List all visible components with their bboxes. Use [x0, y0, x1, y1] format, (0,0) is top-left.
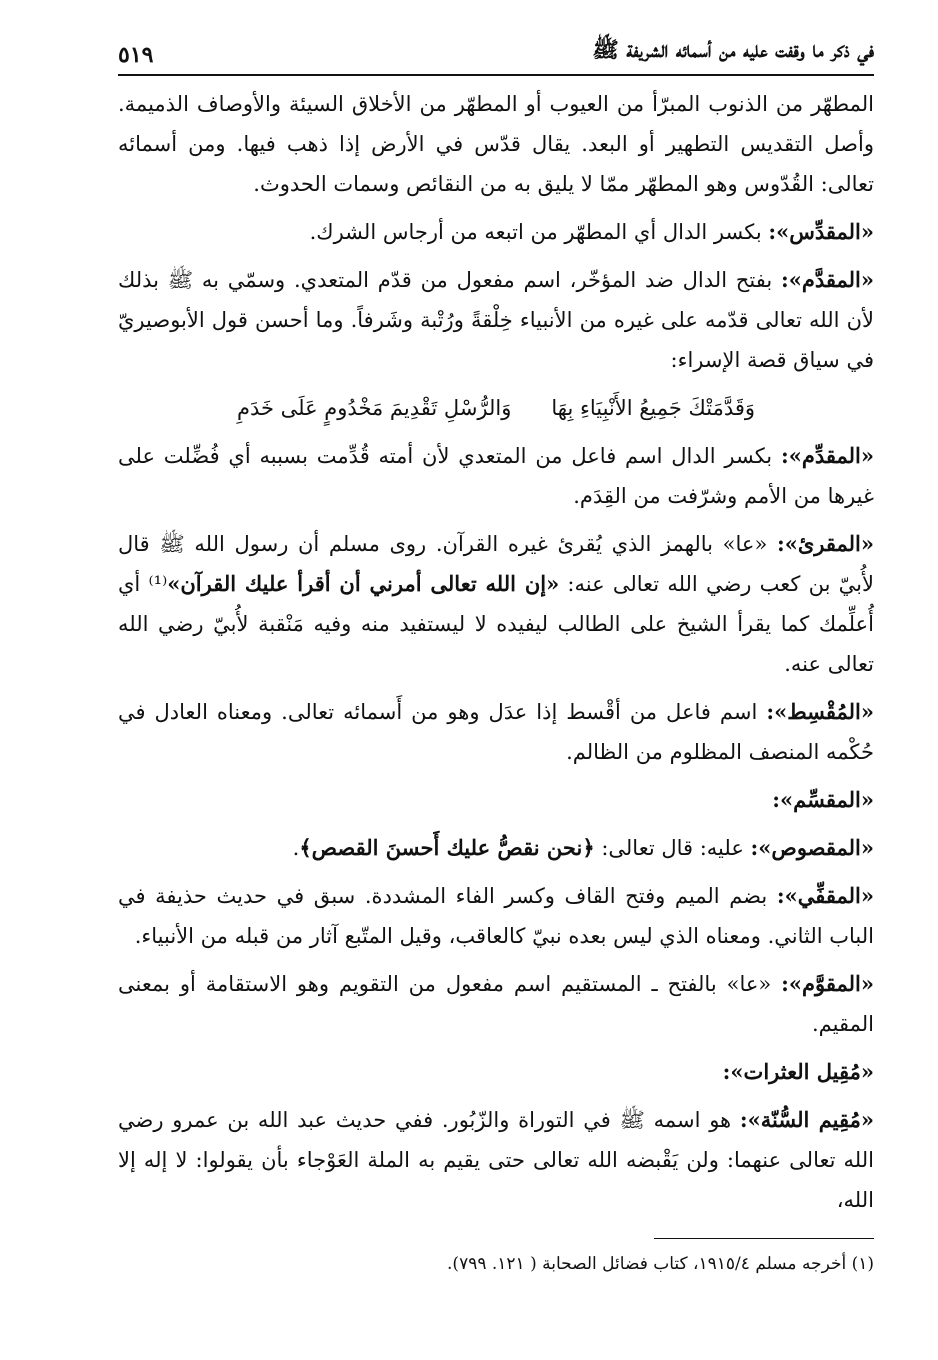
paragraph-muqil: [118, 1052, 874, 1092]
paragraph-term: «المقدِّس»:: [768, 219, 874, 244]
paragraph-text: بفتح الدال ضد المؤخّر، اسم مفعول من قدّم المتعدي. وسمّي به ﷺ بذلك لأن الله تعالى قدّمه على غيره من الأنبياء خِلْقةً ورُتْبة وشَرفاً. وما أحسن قول الأبوصيريّ في سياق قصة الإسراء:: [118, 268, 874, 372]
paragraph-text: المطهّر من الذنوب المبرّأ من العيوب أو المطهّر من الأخلاق السيئة والأوصاف الذميمة. وأصل التقديس التطهير أو البعد. يقال قدّس في الأرض إذا ذهب فيها. ومن أسمائه تعالى: القُدّوس وهو المطهّر ممّا لا يليق به من النقائص وسمات الحدوث.: [118, 92, 874, 196]
paragraph-tail: ⁽¹⁾ أي أُعلِّمك كما يقرأ الشيخ على الطالب ليفيده لا ليستفيد منه وفيه مَنْقبة لأُبيّ رضي الله تعالى عنه.: [118, 572, 874, 676]
paragraph-muqassim: [118, 780, 874, 820]
paragraph-term: «مُقِيم السُّنّة»:: [739, 1107, 875, 1132]
paragraph-maqsus: [118, 828, 874, 868]
paragraph-intro: [118, 84, 874, 204]
paragraph-text: بكسر الدال اسم فاعل من المتعدي لأن أمته قُدِّمت بسببه أي فُضِّلت على غيرها من الأمم وشرّفت من القِدَم.: [118, 444, 874, 508]
paragraph-tail: .: [292, 836, 300, 860]
paragraph-text: بضم الميم وفتح القاف وكسر الفاء المشددة. سبق في حديث حذيفة في الباب الثاني. ومعناه الذي ليس بعده نبيّ كالعاقب، وقيل المتّبع آثار من قبله من الأنبياء.: [118, 884, 874, 948]
paragraph-muqri: [118, 524, 874, 684]
verse-first-hemistich: وَقَدَّمَتْكَ جَمِيعُ الأَنْبِيَاءِ بِهَا: [551, 396, 756, 420]
verse-second-hemistich: وَالرُّسْلِ تَقْدِيمَ مَخْدُومٍ عَلَى خَدَمِ: [236, 396, 512, 420]
hadith-quote: «إن الله تعالى أمرني أن أقرأ عليك القرآن»: [167, 571, 560, 596]
footnote-rule: [654, 1238, 874, 1239]
paragraph-muqaffi: [118, 876, 874, 956]
paragraph-muqaddis: [118, 212, 874, 252]
paragraph-term: «مُقِيل العثرات»:: [722, 1059, 874, 1084]
paragraph-muqaddim: [118, 436, 874, 516]
paragraph-term: «المقدِّم»:: [780, 443, 874, 468]
paragraph-term: «المقسِّم»:: [772, 787, 874, 812]
paragraph-term: «المقدَّم»:: [780, 267, 874, 292]
paragraph-text: «عا» بالفتح ـ المستقيم اسم مفعول من التقويم وهو الاستقامة أو بمعنى المقيم.: [118, 972, 874, 1036]
running-header: [118, 28, 874, 68]
header-rule: [118, 74, 874, 76]
paragraph-text: «عا» بالهمز الذي يُقرئ غيره القرآن. روى مسلم أن رسول الله ﷺ قال لأُبيّ بن كعب رضي الله تعالى عنه:: [118, 532, 874, 596]
paragraph-text: هو اسمه ﷺ في التوراة والزّبُور. ففي حديث عبد الله بن عمرو رضي الله تعالى عنهما: ولن يَقْبضه الله تعالى حتى يقيم به الملة العَوْجاء بأن يقولوا: لا إله إلا الله،: [118, 1108, 874, 1212]
poetry-verse: [118, 388, 874, 428]
paragraph-muqim: [118, 1100, 874, 1220]
paragraph-muqsit: [118, 692, 874, 772]
paragraph-text: بكسر الدال أي المطهّر من اتبعه من أرجاس الشرك.: [309, 220, 769, 244]
paragraph-term: «المُقْسِط»:: [766, 699, 874, 724]
footnote: (١) أخرجه مسلم ١٩١٥/٤، كتاب فضائل الصحابة ( ١٢١. ٧٩٩).: [447, 1254, 874, 1274]
body-text: [118, 84, 874, 1228]
header-title: في ذكر ما وقفت عليه من أسمائه الشريفة ﷺ: [592, 37, 874, 63]
paragraph-muqawwam: [118, 964, 874, 1044]
paragraph-text: اسم فاعل من أقْسط إذا عدَل وهو من أَسمائه تعالى. ومعناه العادل في حُكْمه المنصف المظلوم من الظالم.: [118, 700, 874, 764]
paragraph-term: «المقرئ»:: [776, 531, 874, 556]
paragraph-muqaddam: [118, 260, 874, 380]
quran-quote: ﴿نحن نقصُّ عليك أَحسنَ القصص﴾: [299, 835, 595, 860]
paragraph-term: «المقوَّم»:: [781, 971, 874, 996]
paragraph-term: «المقصوص»:: [750, 835, 874, 860]
page-number: ٥١٩: [118, 42, 154, 68]
paragraph-term: «المقفِّي»:: [776, 883, 874, 908]
paragraph-text: عليه: قال تعالى:: [594, 836, 751, 860]
